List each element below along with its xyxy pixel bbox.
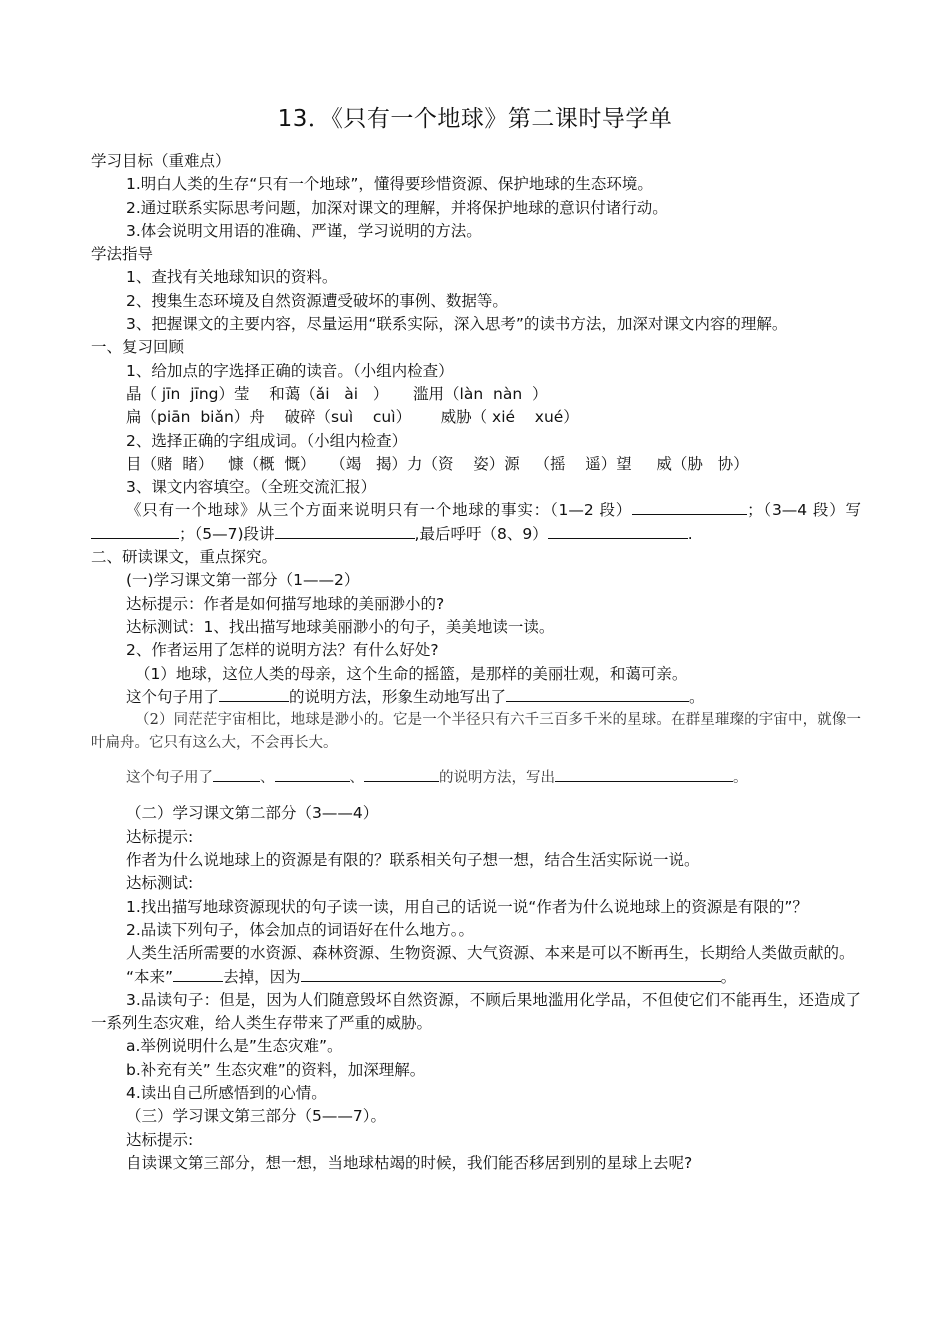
blank-method-3[interactable] (275, 766, 350, 782)
part-2-test-4: 4.读出自己所感悟到的心情。 (126, 1083, 327, 1102)
sentence-1: （1）地球，这位人类的母亲，这个生命的摇篮，是那样的美丽壮观，和蔼可亲。 (135, 664, 688, 683)
part-2-test-2: 2.品读下列句子，体会加点的词语好在什么地方。。 (126, 920, 475, 939)
part-1-test-1: 达标测试：1、找出描写地球美丽渺小的句子，美美地读一读。 (126, 617, 555, 636)
part-3-hint-label: 达标提示: (126, 1130, 194, 1149)
quote-fill-b: 去掉，因为 (223, 967, 301, 986)
section-heading-study: 二、研读课文，重点探究。 (91, 548, 278, 567)
sentence-2-fill-e: 。 (733, 770, 748, 787)
pinyin-row-2: 扁（piān biǎn）舟 破碎（suì cuì） 威胁（ xié xué） (126, 408, 579, 427)
part-2-heading: （二）学习课文第二部分（3——4） (126, 804, 379, 823)
blank-can-remove[interactable] (173, 966, 223, 982)
part-1-test-2: 2、作者运用了怎样的说明方法？有什么好处? (126, 641, 439, 660)
blank-describe-2[interactable] (555, 766, 733, 782)
page-title: 13．《只有一个地球》第二课时导学单 (277, 106, 673, 132)
method-2: 2、搜集生态环境及自然资源遭受破坏的事例、数据等。 (126, 291, 508, 310)
part-2-test-3a: a.举例说明什么是”生态灾难”。 (126, 1037, 343, 1056)
blank-3[interactable] (275, 523, 415, 539)
method-1: 1、查找有关地球知识的资料。 (126, 268, 338, 287)
part-1-heading: (一)学习课文第一部分（1——2） (126, 571, 360, 590)
section-heading-review: 一、复习回顾 (91, 338, 185, 357)
worksheet-body (91, 150, 861, 1175)
part-3-heading: （三）学习课文第三部分（5——7）。 (126, 1107, 386, 1126)
word-choice-row: 目（赌 睹） 慷（概 慨） （竭 揭）力（资 姿）源 （摇 遥）望 威（胁 协） (126, 454, 749, 473)
quote-fill-c: 。 (720, 967, 737, 986)
part-2-test-label: 达标测试: (126, 874, 194, 893)
part-2-test-3: 3.品读句子：但是，因为人们随意毁坏自然资源，不顾后果地滥用化学品，不但使它们不能再生，还造成了一系列生态灾难，给人类生存带来了严重的威胁。 (91, 990, 861, 1033)
fill-text-c: ；（5—7)段讲 (179, 524, 275, 543)
review-task-3: 3、课文内容填空。（全班交流汇报） (126, 478, 377, 497)
objective-2: 2.通过联系实际思考问题，加深对课文的理解，并将保护地球的意识付诸行动。 (126, 198, 668, 217)
pinyin-row-1: 晶（ jīn jīng）莹 和蔼（ǎi ài ） 滥用（làn nàn ） (126, 384, 548, 403)
part-2-test-3b: b.补充有关” 生态灾难”的资料，加深理解。 (126, 1060, 426, 1079)
blank-2[interactable] (91, 523, 179, 539)
fill-in-summary (91, 499, 861, 546)
objective-1: 1.明白人类的生存“只有一个地球”，懂得要珍惜资源、保护地球的生态环境。 (126, 175, 653, 194)
section-heading-objectives: 学习目标（重难点） (91, 152, 231, 170)
method-3: 3、把握课文的主要内容，尽量运用“联系实际，深入思考”的读书方法，加深对课文内容的理解。 (126, 315, 788, 334)
part-2-quote: 人类生活所需要的水资源、森林资源、生物资源、大气资源、本来是可以不断再生，长期给人类做贡献的。 (126, 944, 855, 963)
review-task-2: 2、选择正确的字组成词。（小组内检查） (126, 431, 408, 450)
part-2-hint: 作者为什么说地球上的资源是有限的？联系相关句子想一想，结合生活实际说一说。 (126, 851, 700, 870)
blank-method-4[interactable] (364, 766, 439, 782)
part-2-hint-label: 达标提示: (126, 827, 194, 846)
blank-method-1[interactable] (219, 686, 289, 702)
quote-fill-a: “本来” (126, 967, 174, 986)
sentence-1-fill-b: 的说明方法，形象生动地写出了 (289, 687, 507, 706)
sentence-2: （2）同茫茫宇宙相比，地球是渺小的。它是一个半径只有六千三百多千米的星球。在群星璀璨的宇宙中，就像一叶扁舟。它只有这么大，不会再长大。 (91, 712, 861, 752)
part-2-quote-fill (91, 966, 861, 989)
fill-text-a: 《只有一个地球》从三个方面来说明只有一个地球的事实：（1—2 段） (126, 501, 633, 520)
blank-describe-1[interactable] (506, 686, 689, 702)
sentence-1-fill (91, 686, 861, 709)
sentence-2-fill (91, 766, 861, 790)
review-task-1: 1、给加点的字选择正确的读音。（小组内检查） (126, 361, 454, 380)
fill-text-d: ,最后呼吁（8、9） (414, 524, 548, 543)
sentence-1-fill-a: 这个句子用了 (126, 687, 220, 706)
sentence-2-fill-c: 、 (349, 770, 364, 787)
fill-text-b: ；（3—4 段）写 (747, 501, 862, 520)
part-1-hint: 达标提示：作者是如何描写地球的美丽渺小的? (126, 594, 445, 613)
sentence-2-fill-a: 这个句子用了 (126, 770, 213, 787)
part-3-hint: 自读课文第三部分，想一想，当地球枯竭的时候，我们能否移居到别的星球上去呢? (126, 1153, 693, 1172)
sentence-2-fill-b: 、 (260, 770, 275, 787)
blank-method-2[interactable] (213, 766, 260, 782)
sentence-1-fill-c: 。 (689, 687, 705, 706)
part-2-test-1: 1.找出描写地球资源现状的句子读一读，用自己的话说一说“作者为什么说地球上的资源是有限的”？ (126, 897, 808, 916)
sentence-2-fill-d: 的说明方法，写出 (439, 770, 555, 787)
blank-reason[interactable] (301, 966, 721, 982)
blank-4[interactable] (548, 523, 688, 539)
section-heading-method: 学法指导 (91, 245, 154, 264)
fill-text-e: . (687, 524, 693, 543)
blank-1[interactable] (632, 499, 747, 515)
objective-3: 3.体会说明文用语的准确、严谨，学习说明的方法。 (126, 221, 482, 240)
